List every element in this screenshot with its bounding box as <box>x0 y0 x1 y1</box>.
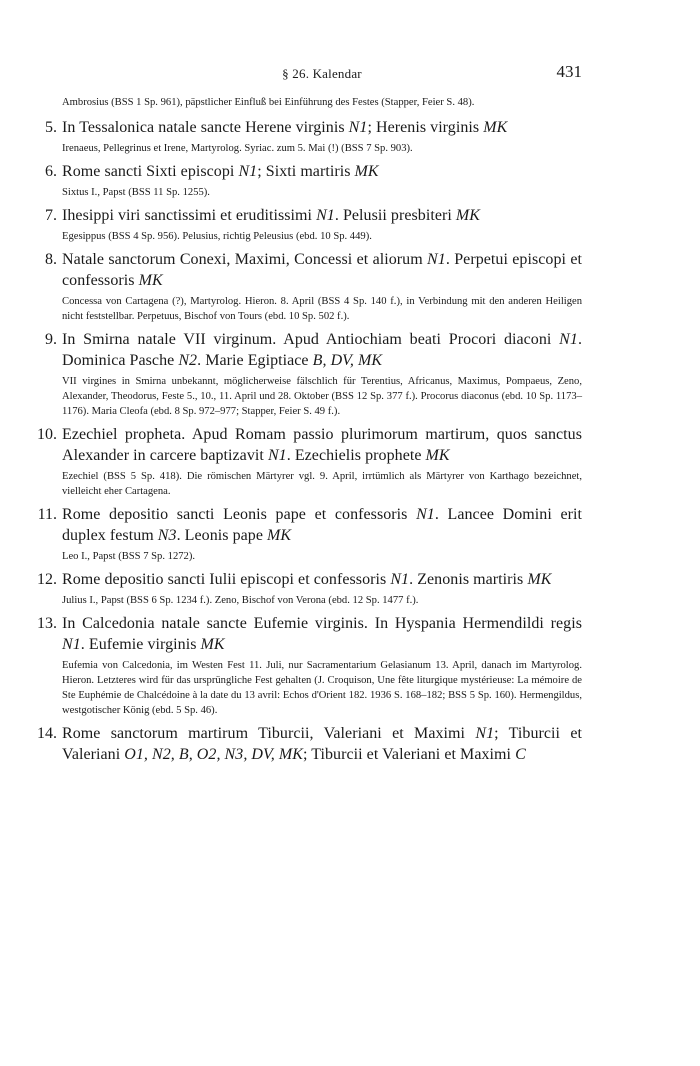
calendar-entry <box>24 723 582 765</box>
calendar-entry <box>24 613 582 718</box>
source-siglum: MK <box>527 571 552 588</box>
entry-text-segment: . Marie Egiptiace <box>197 352 313 369</box>
entry-text-segment: . Pelusii presbiteri <box>334 207 456 224</box>
entry-commentary: VII virgines in Smirna unbekannt, möglicherweise fälschlich für Terentius, Africanus, Maximus, Pompaeus, Zeno, Alexander, Theodorus, Feste 5., 10., 11. April und 28. Oktober (BSS 12 Sp. 377 f.). Procorus diaconus (ebd. 10 Sp. 1173–1176). Maria Cleofa (ebd. 8 Sp. 972–977; Stapper, Feier S. 49 f.). <box>62 376 582 417</box>
source-siglum: B, DV, MK <box>312 352 383 369</box>
entry-text <box>62 249 582 291</box>
entry-number: 9. <box>45 331 57 348</box>
source-siglum: N1 <box>316 207 335 224</box>
entry-number: 13. <box>37 615 57 632</box>
entry-text-segment: Ihesippi viri sanctissimi et eruditissimi <box>62 207 317 224</box>
source-siglum: O1, N2, B, O2, N3, DV, MK <box>124 746 303 763</box>
source-siglum: MK <box>267 527 292 544</box>
entry-text-segment: . Perpetui episcopi et confessoris <box>62 251 582 289</box>
entry-number: 8. <box>45 251 57 268</box>
entry-text-segment: . Ezechielis prophete <box>286 447 426 464</box>
source-siglum: N1 <box>390 571 410 588</box>
calendar-entry <box>24 249 582 324</box>
entry-commentary: Ezechiel (BSS 5 Sp. 418). Die römischen Märtyrer vgl. 9. April, irrtümlich als Märtyrer von Karthago bezeichnet, vielleicht eher Cartagena. <box>62 471 582 497</box>
entry-commentary: Leo I., Papst (BSS 7 Sp. 1272). <box>62 551 196 562</box>
entry-number: 5. <box>45 119 57 136</box>
entry-text-segment: ; Herenis virginis <box>367 119 484 136</box>
source-siglum: N2 <box>178 352 198 369</box>
source-siglum: MK <box>354 163 379 180</box>
entry-text <box>62 613 582 655</box>
entry-text <box>62 723 582 765</box>
entry-commentary: Egesippus (BSS 4 Sp. 956). Pelusius, richtig Peleusius (ebd. 10 Sp. 449). <box>62 231 372 242</box>
running-title: § 26. Kalendar <box>282 66 362 81</box>
entry-text-segment: Rome depositio sancti Iulii episcopi et confessoris <box>62 571 391 588</box>
calendar-entry <box>24 424 582 499</box>
entry-number: 10. <box>37 426 57 443</box>
entry-text-segment: ; Tiburcii et Valeriani <box>62 725 582 763</box>
calendar-entry <box>24 329 582 419</box>
entry-commentary: Sixtus I., Papst (BSS 11 Sp. 1255). <box>62 187 210 198</box>
entry-text-segment: . Eufemie virginis <box>80 636 201 653</box>
calendar-entry <box>24 504 582 564</box>
entry-number: 14. <box>37 725 57 742</box>
entry-text-segment: Natale sanctorum Conexi, Maximi, Concessi et aliorum <box>62 251 428 268</box>
source-siglum: N1 <box>559 331 578 348</box>
source-siglum: MK <box>455 207 481 224</box>
source-siglum: N1 <box>348 119 368 136</box>
entry-text-segment: ; Sixti martiris <box>257 163 355 180</box>
entry-text <box>62 569 582 590</box>
source-siglum: N3 <box>157 527 177 544</box>
source-siglum: N1 <box>238 163 258 180</box>
calendar-entry <box>24 161 582 200</box>
entry-text <box>62 504 582 546</box>
source-siglum: C <box>515 746 526 763</box>
entry-text <box>62 205 582 226</box>
entry-text-segment: ; Tiburcii et Valeriani et Maximi <box>303 746 516 763</box>
continuation-note: Ambrosius (BSS 1 Sp. 961), päpstlicher Einfluß bei Einführung des Festes (Stapper, Feier S. 48). <box>62 97 475 108</box>
source-siglum: N1 <box>427 251 446 268</box>
source-siglum: N1 <box>62 636 81 653</box>
entry-commentary: Irenaeus, Pellegrinus et Irene, Martyrolog. Syriac. zum 5. Mai (!) (BSS 7 Sp. 903). <box>62 143 413 154</box>
entry-text-segment: Rome sanctorum martirum Tiburcii, Valeriani et Maximi <box>62 725 476 742</box>
entry-text-segment: In Smirna natale VII virginum. Apud Antiochiam beati Procori diaconi <box>62 331 560 348</box>
entry-commentary: Eufemia von Calcedonia, im Westen Fest 11. Juli, nur Sacramentarium Gelasianum 13. April, danach im Martyrolog. Hieron. Letzteres wird für das ursprüngliche Fest gehalten (J. Croquison, Une fête liturgique mystérieuse: La mémoire de Ste Euphémie de Chalcédoine à la date du 13 avril: Echos d'Orient 182. 1936 S. 168–182; BSS 5 Sp. 160). Hermengildus, westgotischer König (ebd. 5 Sp. 46). <box>62 660 582 716</box>
entry-text-segment: Rome sancti Sixti episcopi <box>62 163 239 180</box>
page-number: 431 <box>556 62 582 81</box>
entry-text-segment: In Calcedonia natale sancte Eufemie virginis. In Hyspania Hermendildi regis <box>62 615 582 632</box>
entry-number: 6. <box>45 163 57 180</box>
source-siglum: MK <box>138 272 163 289</box>
calendar-entry <box>24 205 582 244</box>
source-siglum: MK <box>483 119 508 136</box>
entry-text-segment: Rome depositio sancti Leonis pape et confessoris <box>62 506 417 523</box>
entry-number: 11. <box>37 506 57 523</box>
calendar-entries <box>24 117 582 765</box>
entry-text-segment: . Leonis pape <box>176 527 268 544</box>
source-siglum: MK <box>425 447 450 464</box>
source-siglum: N1 <box>416 506 435 523</box>
entry-text-segment: . Dominica Pasche <box>62 331 582 369</box>
entry-text-segment: In Tessalonica natale sancte Herene virginis <box>62 119 349 136</box>
entry-commentary: Concessa von Cartagena (?), Martyrolog. Hieron. 8. April (BSS 4 Sp. 140 f.), in Verbindung mit den anderen Heiligen nicht feststellbar. Perpetuus, Bischof von Tours (ebd. 10 Sp. 502 f.). <box>62 296 582 322</box>
entry-text <box>62 329 582 371</box>
running-head <box>62 62 582 86</box>
entry-text <box>62 161 582 182</box>
source-siglum: MK <box>200 636 225 653</box>
entry-text-segment: . Lancee Domini erit duplex festum <box>62 506 583 544</box>
calendar-content <box>24 95 582 770</box>
source-siglum: N1 <box>475 725 495 742</box>
entry-number: 7. <box>45 207 57 224</box>
entry-commentary: Julius I., Papst (BSS 6 Sp. 1234 f.). Zeno, Bischof von Verona (ebd. 12 Sp. 1477 f.). <box>62 595 419 606</box>
entry-text-segment: Ezechiel propheta. Apud Romam passio plurimorum martirum, quos sanctus Alexander in carcere baptizavit <box>62 426 582 464</box>
entry-text <box>62 117 582 138</box>
calendar-entry <box>24 569 582 608</box>
source-siglum: N1 <box>267 447 287 464</box>
entry-number: 12. <box>37 571 57 588</box>
entry-text <box>62 424 582 466</box>
calendar-entry <box>24 117 582 156</box>
entry-text-segment: . Zenonis martiris <box>409 571 528 588</box>
